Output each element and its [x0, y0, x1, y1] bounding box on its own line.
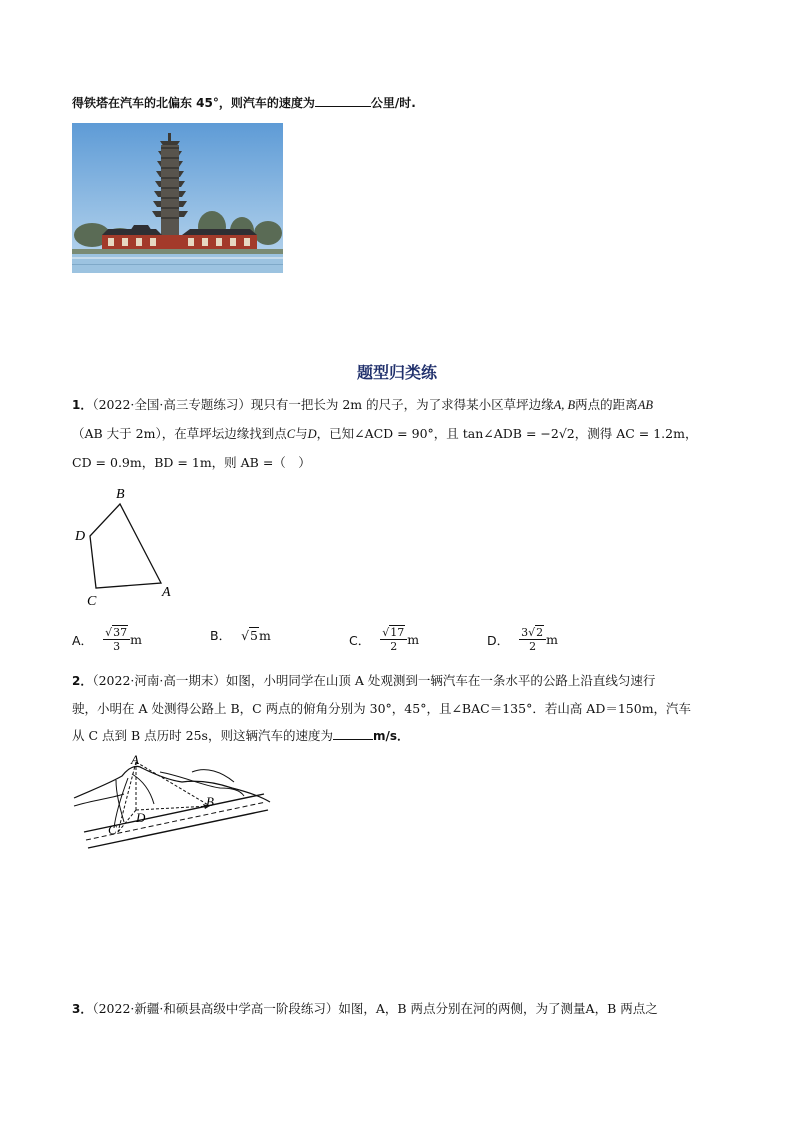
option-d-label: D． [487, 632, 510, 648]
q1-line-2 [72, 425, 697, 443]
q1-source: （2022·全国·高三专题练习） [92, 397, 251, 412]
q2-line-2 [72, 700, 691, 718]
option-d-unit: m [546, 632, 559, 647]
q3-number: 3． [72, 1002, 93, 1016]
q2-label-b: B [206, 794, 214, 809]
section-title: 题型归类练 [356, 363, 437, 382]
label-b: B [116, 487, 125, 502]
q3-line-1 [72, 1000, 658, 1018]
q1-number: 1． [72, 398, 93, 412]
option-b-label: B． [210, 628, 232, 643]
option-d[interactable] [487, 626, 558, 653]
q1-ab: AB [637, 398, 653, 412]
option-d-fraction: $\frac{3√2}{2}$ [519, 626, 546, 653]
option-d-den: 2 [529, 640, 537, 653]
mountain-outline [74, 766, 270, 802]
q1-line-3 [72, 454, 311, 472]
option-a-label: A． [72, 632, 94, 648]
q1-text-3: CD = 0.9m，BD = 1m，则 AB =（ ） [72, 455, 311, 470]
q2-number: 2． [72, 674, 93, 688]
top-line-post: 公里/时. [370, 96, 416, 110]
label-a: A [162, 585, 171, 600]
option-a-den: 3 [113, 640, 121, 653]
q1-text-2a: （AB 大于 2m），在草坪坛边缘找到点 [72, 426, 287, 441]
q3-text-1: 如图，A，B 两点分别在河的两侧，为了测量A，B 两点之 [338, 1001, 658, 1016]
option-a[interactable] [72, 626, 142, 653]
q1-text-2b: ，已知∠ACD = 90°，且 tan∠ADB = −2√2，测得 AC = 1.2m， [316, 426, 698, 441]
q1-points: A, B [553, 398, 576, 412]
q2-label-d: D [136, 810, 146, 825]
q1-point-c: C [286, 427, 296, 441]
answer-blank-1[interactable] [315, 106, 371, 107]
option-b[interactable]: B． √5 m [210, 627, 271, 643]
q2-text-2: 驶，小明在 A 处测得公路上 B，C 两点的俯角分别为 30°，45°，且∠BAC＝135°．若山高 AD＝150m，汽车 [72, 701, 692, 716]
q2-text-3-pre: 从 C 点到 B 点历时 25s，则这辆汽车的速度为 [72, 728, 333, 743]
q2-text-1: 如图，小明同学在山顶 A 处观测到一辆汽车在一条水平的公路上沿直线匀速行 [225, 673, 656, 688]
q1-quadrilateral-figure [72, 484, 182, 609]
q2-mountain-figure [72, 754, 272, 859]
top-line [72, 94, 416, 112]
option-d-coef: 3 [521, 626, 529, 639]
q2-line-3 [72, 727, 409, 745]
option-a-radicand: 37 [113, 626, 128, 639]
option-b-unit: m [259, 627, 271, 643]
q2-line-1 [72, 672, 655, 690]
q2-label-c: C [108, 822, 117, 837]
option-b-radicand: 5 [250, 627, 258, 643]
option-c-den: 2 [390, 640, 398, 653]
q3-source: （2022·新疆·和硕县高级中学高一阶段练习） [92, 1001, 339, 1016]
q1-line-1 [72, 396, 653, 414]
quadrilateral [90, 504, 161, 588]
answer-blank-2[interactable] [333, 739, 373, 740]
q2-label-a: A [131, 752, 139, 767]
option-c-fraction: $\frac{√17}{2}$ [380, 626, 407, 653]
top-line-pre: 得铁塔在汽车的北偏东 45°，则汽车的速度为 [72, 96, 315, 110]
option-c-radicand: 17 [390, 626, 405, 639]
option-c-unit: m [407, 632, 420, 647]
option-c[interactable] [349, 626, 419, 653]
option-d-radicand: 2 [536, 626, 544, 639]
option-a-fraction: $\frac{√37}{3}$ [103, 626, 130, 653]
pagoda-photo [72, 123, 283, 273]
label-c: C [87, 594, 97, 609]
label-d: D [75, 529, 86, 544]
q2-source: （2022·河南·高一期末） [92, 673, 226, 688]
option-a-unit: m [130, 632, 142, 647]
q1-text-1a: 现只有一把长为 2m 的尺子，为了求得某小区草坪边缘 [250, 397, 554, 412]
q1-text-1b: 两点的距离 [575, 397, 638, 412]
q2-text-3-post: m/s． [372, 729, 409, 743]
option-c-label: C． [349, 632, 371, 648]
q1-text-2mid: 与 [295, 426, 308, 441]
q1-point-d: D [307, 427, 317, 441]
